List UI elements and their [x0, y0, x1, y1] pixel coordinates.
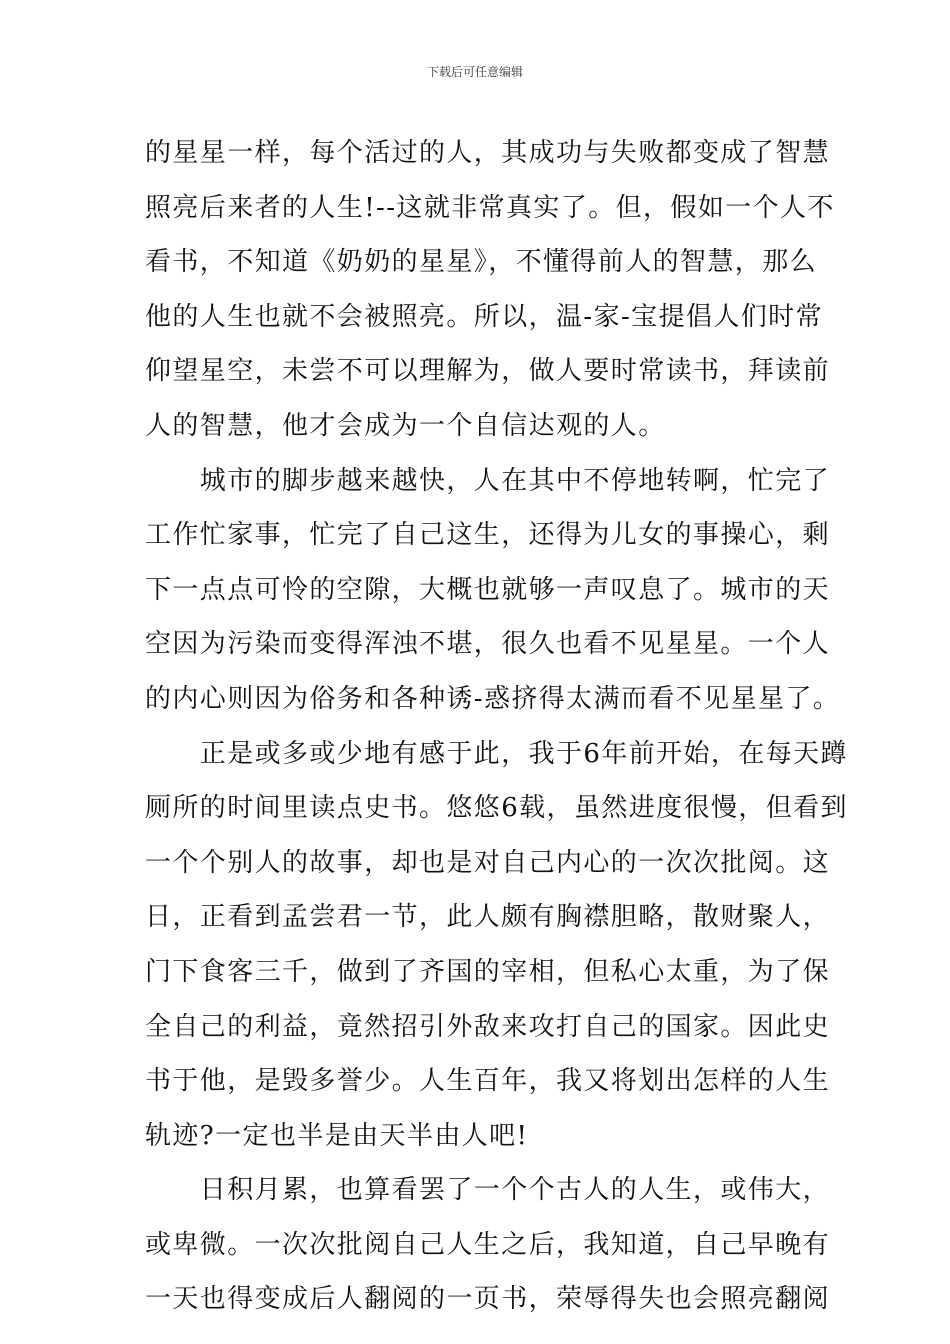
- text-line: 他的人生也就不会被照亮。所以，温-家-宝提倡人们时常: [145, 301, 823, 332]
- text-line: 厕所的时间里读点史书。悠悠6载，虽然进度很慢，但看到: [145, 793, 848, 824]
- text-line: 一天也得变成后人翻阅的一页书，荣辱得失也会照亮翻阅: [145, 1284, 831, 1315]
- text-line: 城市的脚步越来越快，人在其中不停地转啊，忙完了: [145, 465, 831, 496]
- text-line: 的内心则因为俗务和各种诱-惑挤得太满而看不见星星了。: [145, 683, 841, 714]
- text-line: 全自己的利益，竟然招引外敌来攻打自己的国家。因此史: [145, 1011, 831, 1042]
- text-line: 空因为污染而变得浑浊不堪，很久也看不见星星。一个人: [145, 629, 831, 660]
- text-line: 书于他，是毁多誉少。人生百年，我又将划出怎样的人生: [145, 1066, 831, 1097]
- document-body: [145, 126, 848, 1327]
- text-line: 照亮后来者的人生!--这就非常真实了。但，假如一个人不: [145, 192, 835, 223]
- text-line: 的星星一样，每个活过的人，其成功与失败都变成了智慧: [145, 138, 831, 168]
- text-line: 或卑微。一次次批阅自己人生之后，我知道，自己早晚有: [145, 1229, 831, 1260]
- text-line: 一个个别人的故事，却也是对自己内心的一次次批阅。这: [145, 847, 831, 878]
- text-line: 看书，不知道《奶奶的星星》，不懂得前人的智慧，那么: [145, 247, 818, 278]
- text-line: 人的智慧，他才会成为一个自信达观的人。: [145, 410, 666, 441]
- text-line: 日，正看到孟尝君一节，此人颇有胸襟胆略，散财聚人，: [145, 902, 831, 933]
- text-line: 轨迹?一定也半是由天半由人吧!: [145, 1120, 529, 1151]
- text-line: 仰望星空，未尝不可以理解为，做人要时常读书，拜读前: [145, 356, 831, 387]
- text-line: 日积月累，也算看罢了一个个古人的人生，或伟大，: [145, 1175, 831, 1206]
- text-line: 工作忙家事，忙完了自己这生，还得为儿女的事操心，剩: [145, 520, 831, 551]
- text-line: 正是或多或少地有感于此，我于6年前开始，在每天蹲: [145, 738, 848, 769]
- text-line: 下一点点可怜的空隙，大概也就够一声叹息了。城市的天: [145, 574, 831, 605]
- text-line: 门下食客三千，做到了齐国的宰相，但私心太重，为了保: [145, 956, 831, 987]
- page-header: 下载后可任意编辑: [426, 65, 523, 79]
